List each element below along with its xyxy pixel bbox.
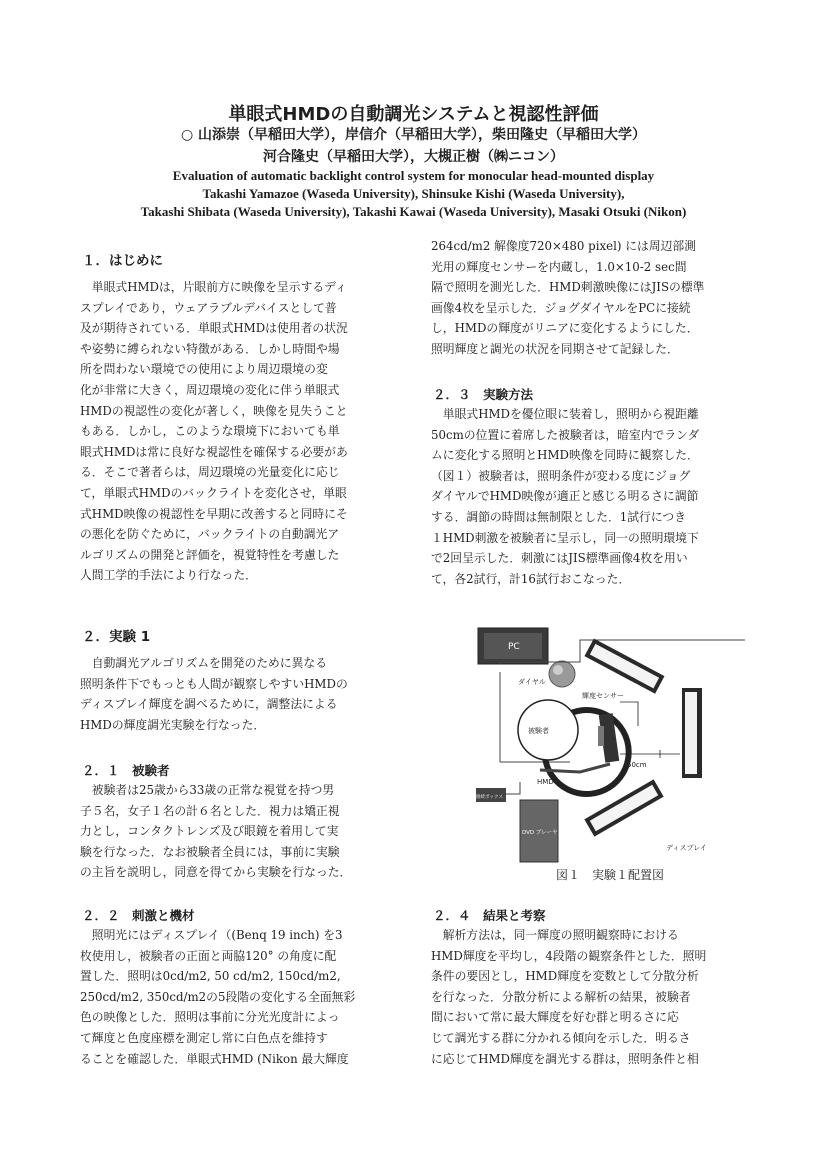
text-line: じて調光する群に分かれる傾向を示した．明るさ bbox=[431, 1030, 691, 1045]
section-2-2-continued bbox=[431, 236, 761, 360]
text-line: ダイヤルでHMD映像が適正と感じる明るさに調節 bbox=[431, 489, 699, 504]
text-line: 力とし，コンタクトレンズ及び眼鏡を着用して実 bbox=[80, 824, 339, 839]
text-line: に応じてHMD輝度を調光する群は，照明条件と相 bbox=[431, 1051, 699, 1066]
text-line: 化が非常に大きく，周辺環境の変化に伴う単眼式 bbox=[80, 382, 340, 397]
text-line: 験を行なった．なお被験者全員には，事前に実験 bbox=[80, 844, 340, 859]
text-line: 枚使用し，被験者の正面と両脇120° の角度に配 bbox=[80, 948, 337, 963]
text-line: HMD輝度を平均し，4段階の観察条件とした．照明 bbox=[431, 948, 707, 963]
text-line: （図１）被験者は，照明条件が変わる度にジョグ bbox=[431, 468, 691, 483]
experiment-layout-figure bbox=[470, 622, 750, 864]
connection-cable bbox=[506, 782, 520, 794]
section-2-4-body bbox=[431, 925, 761, 1069]
text-line: 単眼式HMDは，片眼前方に映像を呈示するディ bbox=[80, 280, 347, 294]
section-2-2-body bbox=[80, 925, 405, 1069]
text-line: の主旨を説明し，同意を得てから実験を行なった． bbox=[80, 865, 352, 880]
text-line: を行なった．分散分析による解析の結果，被験者 bbox=[431, 989, 691, 1004]
text-line: 単眼式HMDを優位眼に装着し，照明から視距離 bbox=[431, 407, 699, 421]
text-line: 式HMD映像の視認性を早期に改善すると同時にそ bbox=[80, 506, 348, 521]
section-2-body bbox=[80, 653, 405, 735]
dvd-label: DVD プレーヤ bbox=[522, 830, 558, 836]
paper-title-en: Evaluation of automatic backlight control system for monocular head-mounted display bbox=[172, 168, 655, 183]
text-line: HMDの輝度調光実験を行なった． bbox=[80, 717, 266, 732]
pc-label: PC bbox=[508, 642, 520, 652]
section-1-body bbox=[80, 277, 405, 586]
text-line: 画像4枚を呈示した．ジョグダイヤルをPCに接続 bbox=[431, 300, 691, 315]
center-display bbox=[682, 688, 702, 778]
text-line: 置した．照明は0cd/m2, 50 cd/m2, 150cd/m2, bbox=[80, 969, 341, 984]
text-line: 250cd/m2, 350cd/m2の5段階の変化する全面無彩 bbox=[80, 989, 356, 1004]
left-display-screen bbox=[590, 644, 659, 688]
section-2-2-heading: ２．２ 刺激と機材 bbox=[82, 908, 195, 923]
text-line: 眼式HMDは常に良好な視認性を確保する必要があ bbox=[80, 444, 348, 459]
text-line: 隔で照明を測光した．HMD刺激映像にはJISの標準 bbox=[431, 280, 705, 295]
text-line: １HMD刺激を被験者に呈示し，同一の照明環境下 bbox=[431, 530, 699, 545]
right-display bbox=[584, 779, 663, 836]
text-line: や姿勢に縛られない特徴がある．しかし時間や場 bbox=[80, 341, 340, 356]
text-line: 光用の輝度センサーを内蔵し，1.0×10-2 sec間 bbox=[431, 259, 687, 274]
section-2-3-heading: ２．３ 実験方法 bbox=[433, 387, 534, 402]
section-2-3-body bbox=[431, 404, 761, 589]
text-line: スプレイであり，ウェアラブルデバイスとして普 bbox=[80, 300, 337, 315]
subject-label: 被験者 bbox=[528, 727, 549, 735]
text-line: て輝度と色度座標を測定し常に白色点を維持す bbox=[80, 1030, 328, 1045]
authors-jp-line-1: ○ 山添崇（早稲田大学），岸信介（早稲田大学），柴田隆史（早稲田大学） bbox=[180, 127, 647, 143]
figure-caption: 図１ 実験１配置図 bbox=[555, 868, 664, 882]
text-line: 子５名，女子１名の計６名とした．視力は矯正視 bbox=[80, 803, 340, 818]
text-line: 自動調光アルゴリズムを開発のために異なる bbox=[80, 656, 328, 670]
text-line: ムに変化する照明とHMD映像を同時に観察した． bbox=[431, 448, 699, 463]
dial-highlight bbox=[553, 665, 563, 675]
text-line: 人間工学的手法により行なった． bbox=[80, 568, 257, 583]
section-2-heading: ２．実験 1 bbox=[82, 629, 151, 645]
text-line: ることを確認した．単眼式HMD (Nikon 最大輝度 bbox=[80, 1051, 349, 1066]
dial-label: ダイヤル bbox=[518, 678, 546, 686]
authors-en-line-2: Takashi Shibata (Waseda University), Takashi Kawai (Waseda University), Masaki Otsuki (Nikon) bbox=[140, 204, 687, 219]
authors-jp-line-2: 河合隆史（早稲田大学），大槻正樹（㈱ニコン） bbox=[263, 149, 564, 165]
dial-icon bbox=[549, 661, 575, 687]
text-line: し，HMDの輝度がリニアに変化するようにした． bbox=[431, 321, 699, 336]
text-line: で2回呈示した．刺激にはJIS標準画像4枚を用い bbox=[431, 551, 688, 566]
text-line: ルゴリズムの開発と評価を，視覚特性を考慮した bbox=[80, 547, 340, 562]
text-line: 照明光にはディスプレイ（(Benq 19 inch) を3 bbox=[80, 928, 343, 942]
text-line: HMDの視認性の変化が著しく，映像を見失うこと bbox=[80, 403, 348, 418]
left-display bbox=[584, 639, 664, 694]
text-line: ディスプレイ輝度を調べるために，調整法による bbox=[80, 697, 338, 712]
text-line: 照明輝度と調光の状況を同期させて記録した． bbox=[431, 341, 679, 356]
text-line: て，単眼式HMDのバックライトを変化させ，単眼 bbox=[80, 485, 347, 500]
display-label: ディスプレイ bbox=[666, 844, 707, 852]
sensor-leader bbox=[620, 702, 638, 726]
text-line: 及が期待されている．単眼式HMDは使用者の状況 bbox=[80, 321, 348, 336]
sensor-label: 輝度センサー bbox=[582, 692, 624, 700]
connection-box-label: 接続ボックス bbox=[476, 795, 503, 800]
hmd-eyepiece bbox=[598, 726, 604, 746]
text-line: 264cd/m2 解像度720×480 pixel) には周辺部測 bbox=[431, 239, 697, 253]
paper-title-jp: 単眼式HMDの自動調光システムと視認性評価 bbox=[228, 104, 599, 125]
text-line: 所を問わない環境での使用により周辺環境の変 bbox=[80, 362, 328, 377]
text-line: 間において常に最大輝度を好む群と明るさに応 bbox=[431, 1010, 679, 1025]
text-line: る．そこで著者らは，周辺環境の光量変化に応じ bbox=[80, 465, 340, 480]
text-line: の悪化を防ぐために，バックライトの自動調光ア bbox=[80, 527, 340, 542]
text-line: 被験者は25歳から33歳の正常な視覚を持つ男 bbox=[80, 783, 335, 797]
text-line: もある．しかし，このような環境下においても単 bbox=[80, 424, 340, 439]
section-2-1-body bbox=[80, 780, 405, 883]
hmd-label: HMD bbox=[537, 778, 554, 786]
text-line: 50cmの位置に着席した被験者は，暗室内でランダ bbox=[431, 427, 700, 442]
section-1-heading: １．はじめに bbox=[82, 253, 163, 269]
text-line: 色の映像とした．照明は事前に分光光度計によっ bbox=[80, 1010, 340, 1025]
text-line: て，各2試行，計16試行おこなった． bbox=[431, 571, 631, 586]
center-display-screen bbox=[685, 692, 697, 774]
text-line: 解析方法は，同一輝度の照明観察時における bbox=[431, 928, 679, 942]
text-line: する．調節の時間は無制限とした．1試行につき bbox=[431, 509, 687, 524]
text-line: 照明条件下でもっとも人間が観察しやすいHMDの bbox=[80, 676, 348, 691]
text-line: 条件の要因とし，HMD輝度を変数として分散分析 bbox=[431, 969, 699, 984]
section-2-4-heading: ２．４ 結果と考察 bbox=[433, 908, 546, 923]
authors-en-line-1: Takashi Yamazoe (Waseda University), Shinsuke Kishi (Waseda University), bbox=[202, 186, 625, 201]
section-2-1-heading: ２．１ 被験者 bbox=[82, 763, 170, 778]
distance-label: 50cm bbox=[627, 761, 647, 769]
